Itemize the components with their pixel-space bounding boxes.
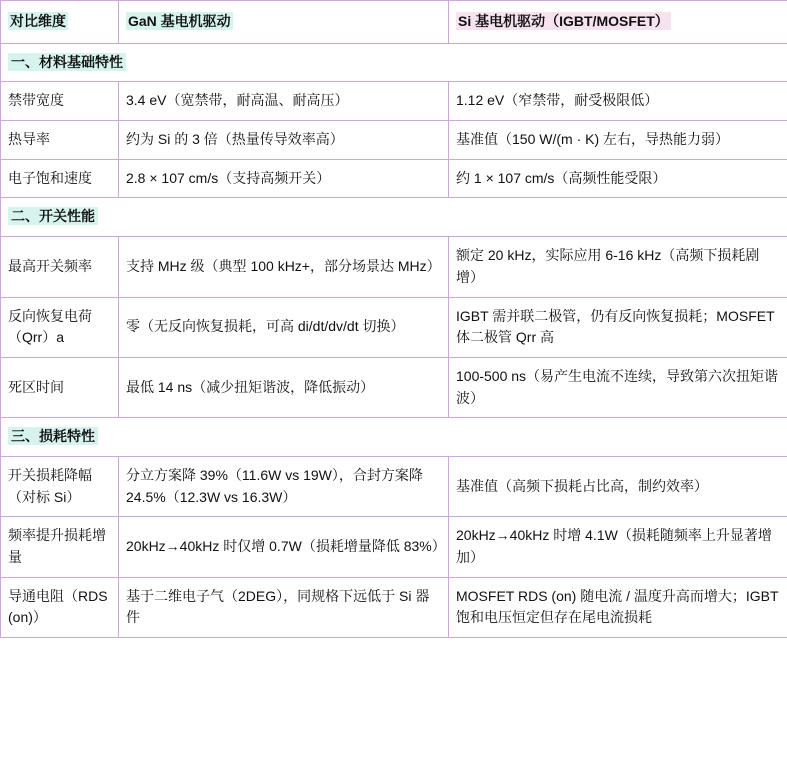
row-si-value: 基准值（150 W/(m · K) 左右，导热能力弱） (449, 121, 787, 160)
section-header-row (1, 43, 787, 82)
row-dimension: 反向恢复电荷（Qrr）a (1, 297, 119, 357)
table-row (1, 159, 787, 198)
table-row (1, 82, 787, 121)
table-header-row (1, 1, 787, 44)
header-cell-dimension (1, 1, 119, 44)
header-label-si: Si 基电机驱动（IGBT/MOSFET） (458, 13, 669, 29)
row-si-value: 基准值（高频下损耗占比高，制约效率） (449, 456, 787, 516)
table-row (1, 121, 787, 160)
row-dimension: 最高开关频率 (1, 237, 119, 297)
row-si-value: MOSFET RDS (on) 随电流 / 温度升高而增大；IGBT 饱和电压恒定但存在尾电流损耗 (449, 577, 787, 637)
row-gan-value: 约为 Si 的 3 倍（热量传导效率高） (119, 121, 449, 160)
section-title-switching: 二、开关性能 (1, 198, 787, 237)
row-gan-value: 支持 MHz 级（典型 100 kHz+，部分场景达 MHz） (119, 237, 449, 297)
header-cell-gan (119, 1, 449, 44)
row-gan-value: 最低 14 ns（减少扭矩谐波，降低振动） (119, 357, 449, 417)
row-dimension: 电子饱和速度 (1, 159, 119, 198)
row-si-value: IGBT 需并联二极管，仍有反向恢复损耗；MOSFET 体二极管 Qrr 高 (449, 297, 787, 357)
section-header-row (1, 418, 787, 457)
row-si-value: 1.12 eV（窄禁带，耐受极限低） (449, 82, 787, 121)
row-dimension: 死区时间 (1, 357, 119, 417)
table-row (1, 357, 787, 417)
row-dimension: 禁带宽度 (1, 82, 119, 121)
row-gan-value: 分立方案降 39%（11.6W vs 19W），合封方案降 24.5%（12.3W vs 16.3W） (119, 456, 449, 516)
row-si-value: 额定 20 kHz，实际应用 6-16 kHz（高频下损耗剧增） (449, 237, 787, 297)
row-gan-value: 零（无反向恢复损耗，可高 di/dt/dv/dt 切换） (119, 297, 449, 357)
table-row (1, 297, 787, 357)
section-header-row (1, 198, 787, 237)
table-row (1, 237, 787, 297)
table-row (1, 517, 787, 577)
row-gan-value: 20kHz→40kHz 时仅增 0.7W（损耗增量降低 83%） (119, 517, 449, 577)
row-si-value: 20kHz→40kHz 时增 4.1W（损耗随频率上升显著增加） (449, 517, 787, 577)
row-gan-value: 3.4 eV（宽禁带，耐高温、耐高压） (119, 82, 449, 121)
table-row (1, 456, 787, 516)
header-label-gan: GaN 基电机驱动 (128, 13, 231, 29)
row-dimension: 导通电阻（RDS (on)） (1, 577, 119, 637)
section-title-losses: 三、损耗特性 (1, 418, 787, 457)
row-si-value: 约 1 × 107 cm/s（高频性能受限） (449, 159, 787, 198)
header-cell-si (449, 1, 787, 44)
row-gan-value: 2.8 × 107 cm/s（支持高频开关） (119, 159, 449, 198)
row-gan-value: 基于二维电子气（2DEG），同规格下远低于 Si 器件 (119, 577, 449, 637)
row-dimension: 频率提升损耗增量 (1, 517, 119, 577)
table-row (1, 577, 787, 637)
section-title-materials: 一、材料基础特性 (1, 43, 787, 82)
header-label-dimension: 对比维度 (10, 13, 66, 29)
row-si-value: 100-500 ns（易产生电流不连续，导致第六次扭矩谐波） (449, 357, 787, 417)
row-dimension: 热导率 (1, 121, 119, 160)
row-dimension: 开关损耗降幅（对标 Si） (1, 456, 119, 516)
